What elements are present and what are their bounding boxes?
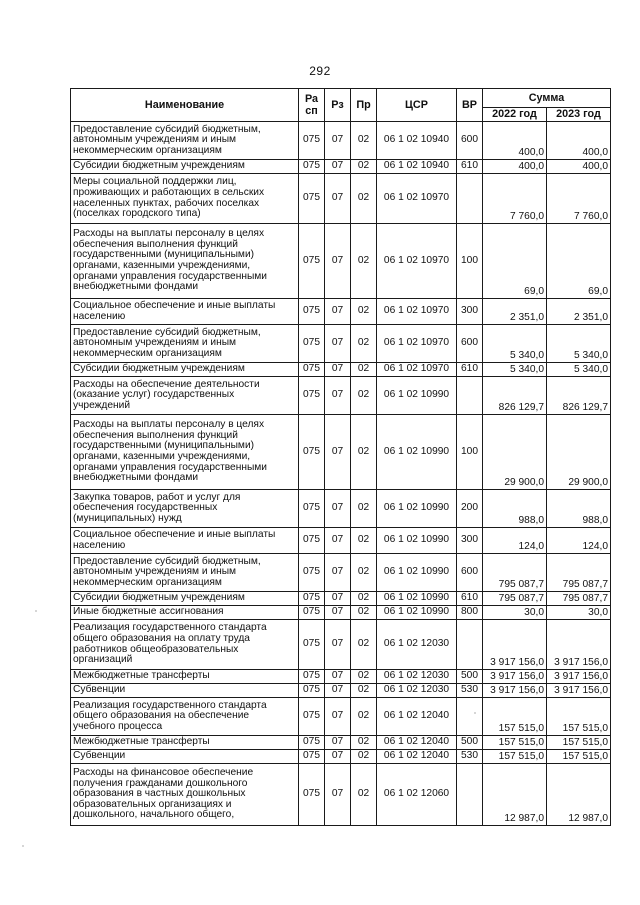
table-row xyxy=(71,224,611,299)
header-rasp: Ра сп xyxy=(299,89,325,122)
row-name: Предоставление субсидий бюджетным, автономным учреждениям и иным некоммерческим организациям xyxy=(71,122,299,160)
row-vr: 600 xyxy=(457,325,483,363)
scan-speck xyxy=(22,845,24,847)
row-rz: 07 xyxy=(325,606,351,620)
row-amount-2023: 157 515,0 xyxy=(547,750,611,764)
table-row xyxy=(71,670,611,684)
row-amount-2023: 12 987,0 xyxy=(547,764,611,826)
row-rasp: 075 xyxy=(299,554,325,592)
row-vr: 610 xyxy=(457,160,483,174)
row-amount-2023: 69,0 xyxy=(547,224,611,299)
row-csr: 06 1 02 10970 xyxy=(377,174,457,224)
row-csr: 06 1 02 10970 xyxy=(377,325,457,363)
row-amount-2023: 988,0 xyxy=(547,490,611,528)
row-amount-2023: 29 900,0 xyxy=(547,415,611,490)
row-pr: 02 xyxy=(351,528,377,554)
row-amount-2023: 3 917 156,0 xyxy=(547,620,611,670)
row-csr: 06 1 02 10990 xyxy=(377,592,457,606)
row-csr: 06 1 02 10990 xyxy=(377,528,457,554)
row-rasp: 075 xyxy=(299,122,325,160)
row-rz: 07 xyxy=(325,750,351,764)
table-row xyxy=(71,698,611,736)
row-rz: 07 xyxy=(325,490,351,528)
table-row xyxy=(71,750,611,764)
row-rz: 07 xyxy=(325,736,351,750)
row-rasp: 075 xyxy=(299,736,325,750)
row-rasp: 075 xyxy=(299,490,325,528)
row-vr: 500 xyxy=(457,670,483,684)
row-amount-2023: 400,0 xyxy=(547,122,611,160)
table-row xyxy=(71,160,611,174)
row-rasp: 075 xyxy=(299,592,325,606)
row-rasp: 075 xyxy=(299,606,325,620)
row-rz: 07 xyxy=(325,592,351,606)
row-name: Социальное обеспечение и иные выплаты населению xyxy=(71,299,299,325)
row-amount-2022: 795 087,7 xyxy=(483,554,547,592)
row-amount-2023: 400,0 xyxy=(547,160,611,174)
row-csr: 06 1 02 10940 xyxy=(377,122,457,160)
row-vr xyxy=(457,698,483,736)
row-rz: 07 xyxy=(325,224,351,299)
row-csr: 06 1 02 12060 xyxy=(377,764,457,826)
row-amount-2022: 12 987,0 xyxy=(483,764,547,826)
row-pr: 02 xyxy=(351,554,377,592)
row-name: Реализация государственного стандарта общего образования на оплату труда работников общеобразовательных организаций xyxy=(71,620,299,670)
row-amount-2023: 3 917 156,0 xyxy=(547,670,611,684)
row-vr xyxy=(457,174,483,224)
row-vr xyxy=(457,764,483,826)
row-amount-2023: 795 087,7 xyxy=(547,554,611,592)
row-pr: 02 xyxy=(351,490,377,528)
row-name: Расходы на обеспечение деятельности (оказание услуг) государственных учреждений xyxy=(71,377,299,415)
row-vr: 530 xyxy=(457,750,483,764)
row-vr: 100 xyxy=(457,415,483,490)
row-pr: 02 xyxy=(351,299,377,325)
row-rasp: 075 xyxy=(299,698,325,736)
row-vr: 530 xyxy=(457,684,483,698)
row-amount-2022: 157 515,0 xyxy=(483,698,547,736)
row-rz: 07 xyxy=(325,415,351,490)
table-row xyxy=(71,554,611,592)
row-csr: 06 1 02 12030 xyxy=(377,620,457,670)
row-amount-2023: 3 917 156,0 xyxy=(547,684,611,698)
row-name: Закупка товаров, работ и услуг для обеспечения государственных (муниципальных) нужд xyxy=(71,490,299,528)
table-row xyxy=(71,415,611,490)
row-pr: 02 xyxy=(351,592,377,606)
table-row xyxy=(71,299,611,325)
row-name: Субсидии бюджетным учреждениям xyxy=(71,592,299,606)
row-rasp: 075 xyxy=(299,764,325,826)
row-rasp: 075 xyxy=(299,750,325,764)
row-name: Межбюджетные трансферты xyxy=(71,736,299,750)
row-name: Предоставление субсидий бюджетным, автономным учреждениям и иным некоммерческим организациям xyxy=(71,554,299,592)
scan-speck xyxy=(35,610,37,612)
table-row xyxy=(71,736,611,750)
page-number: 292 xyxy=(309,64,331,78)
row-amount-2023: 2 351,0 xyxy=(547,299,611,325)
row-name: Реализация государственного стандарта общего образования на обеспечение учебного процесса xyxy=(71,698,299,736)
table-row xyxy=(71,764,611,826)
row-rasp: 075 xyxy=(299,160,325,174)
row-rasp: 075 xyxy=(299,415,325,490)
row-pr: 02 xyxy=(351,670,377,684)
row-amount-2022: 826 129,7 xyxy=(483,377,547,415)
row-amount-2022: 69,0 xyxy=(483,224,547,299)
row-amount-2022: 400,0 xyxy=(483,122,547,160)
table-row xyxy=(71,620,611,670)
row-amount-2022: 400,0 xyxy=(483,160,547,174)
row-pr: 02 xyxy=(351,620,377,670)
row-amount-2023: 5 340,0 xyxy=(547,325,611,363)
row-rz: 07 xyxy=(325,554,351,592)
row-csr: 06 1 02 12040 xyxy=(377,698,457,736)
row-amount-2022: 5 340,0 xyxy=(483,325,547,363)
table-row xyxy=(71,122,611,160)
row-amount-2022: 795 087,7 xyxy=(483,592,547,606)
row-pr: 02 xyxy=(351,684,377,698)
row-amount-2023: 157 515,0 xyxy=(547,736,611,750)
header-csr: ЦСР xyxy=(377,89,457,122)
row-rasp: 075 xyxy=(299,377,325,415)
row-csr: 06 1 02 10970 xyxy=(377,224,457,299)
row-rasp: 075 xyxy=(299,325,325,363)
row-vr: 300 xyxy=(457,528,483,554)
header-name: Наименование xyxy=(71,89,299,122)
row-name: Расходы на выплаты персоналу в целях обеспечения выполнения функций государственными (муниципальными) органами, казенными учреждениями, органами управления государственными внебюджетными фондами xyxy=(71,415,299,490)
row-vr xyxy=(457,377,483,415)
row-pr: 02 xyxy=(351,363,377,377)
row-csr: 06 1 02 12040 xyxy=(377,750,457,764)
row-vr: 600 xyxy=(457,554,483,592)
row-csr: 06 1 02 12030 xyxy=(377,684,457,698)
scan-speck xyxy=(474,712,476,714)
row-rz: 07 xyxy=(325,160,351,174)
table-row xyxy=(71,377,611,415)
row-pr: 02 xyxy=(351,750,377,764)
table-row xyxy=(71,592,611,606)
row-vr: 600 xyxy=(457,122,483,160)
row-rasp: 075 xyxy=(299,684,325,698)
row-vr: 610 xyxy=(457,363,483,377)
row-rz: 07 xyxy=(325,670,351,684)
row-amount-2022: 29 900,0 xyxy=(483,415,547,490)
row-pr: 02 xyxy=(351,606,377,620)
row-amount-2023: 157 515,0 xyxy=(547,698,611,736)
row-amount-2022: 157 515,0 xyxy=(483,736,547,750)
row-amount-2022: 3 917 156,0 xyxy=(483,620,547,670)
row-name: Иные бюджетные ассигнования xyxy=(71,606,299,620)
row-vr: 500 xyxy=(457,736,483,750)
row-vr: 200 xyxy=(457,490,483,528)
row-pr: 02 xyxy=(351,122,377,160)
row-csr: 06 1 02 10970 xyxy=(377,363,457,377)
row-rz: 07 xyxy=(325,122,351,160)
row-pr: 02 xyxy=(351,377,377,415)
row-rz: 07 xyxy=(325,698,351,736)
row-amount-2022: 30,0 xyxy=(483,606,547,620)
row-pr: 02 xyxy=(351,160,377,174)
row-csr: 06 1 02 10990 xyxy=(377,490,457,528)
row-csr: 06 1 02 12030 xyxy=(377,670,457,684)
row-vr: 100 xyxy=(457,224,483,299)
table-row xyxy=(71,363,611,377)
row-csr: 06 1 02 10970 xyxy=(377,299,457,325)
row-rasp: 075 xyxy=(299,528,325,554)
row-csr: 06 1 02 12040 xyxy=(377,736,457,750)
row-pr: 02 xyxy=(351,325,377,363)
budget-table xyxy=(70,88,611,826)
row-amount-2023: 30,0 xyxy=(547,606,611,620)
row-name: Субсидии бюджетным учреждениям xyxy=(71,363,299,377)
row-name: Меры социальной поддержки лиц, проживающих и работающих в сельских населенных пунктах, рабочих поселках (поселках городского типа) xyxy=(71,174,299,224)
row-vr: 300 xyxy=(457,299,483,325)
row-csr: 06 1 02 10990 xyxy=(377,554,457,592)
table-row xyxy=(71,174,611,224)
row-amount-2023: 795 087,7 xyxy=(547,592,611,606)
table-row xyxy=(71,325,611,363)
table-row xyxy=(71,490,611,528)
header-rz: Рз xyxy=(325,89,351,122)
row-vr xyxy=(457,620,483,670)
row-rz: 07 xyxy=(325,377,351,415)
row-amount-2022: 3 917 156,0 xyxy=(483,670,547,684)
row-csr: 06 1 02 10940 xyxy=(377,160,457,174)
row-rasp: 075 xyxy=(299,299,325,325)
row-rasp: 075 xyxy=(299,363,325,377)
row-rz: 07 xyxy=(325,299,351,325)
row-csr: 06 1 02 10990 xyxy=(377,377,457,415)
row-name: Субвенции xyxy=(71,684,299,698)
header-pr: Пр xyxy=(351,89,377,122)
row-rasp: 075 xyxy=(299,620,325,670)
row-rasp: 075 xyxy=(299,224,325,299)
header-year-2022: 2022 год xyxy=(483,108,547,122)
row-rasp: 075 xyxy=(299,174,325,224)
row-rz: 07 xyxy=(325,174,351,224)
row-amount-2023: 124,0 xyxy=(547,528,611,554)
row-rz: 07 xyxy=(325,620,351,670)
row-pr: 02 xyxy=(351,764,377,826)
row-pr: 02 xyxy=(351,415,377,490)
row-pr: 02 xyxy=(351,174,377,224)
row-name: Предоставление субсидий бюджетным, автономным учреждениям и иным некоммерческим организациям xyxy=(71,325,299,363)
row-vr: 610 xyxy=(457,592,483,606)
row-name: Субвенции xyxy=(71,750,299,764)
row-name: Межбюджетные трансферты xyxy=(71,670,299,684)
row-name: Расходы на выплаты персоналу в целях обеспечения выполнения функций государственными (муниципальными) органами, казенными учреждениями, органами управления государственными внебюджетными фондами xyxy=(71,224,299,299)
row-name: Расходы на финансовое обеспечение получения гражданами дошкольного образования в частных дошкольных образовательных организациях и дошкольного, начального общего, xyxy=(71,764,299,826)
row-pr: 02 xyxy=(351,736,377,750)
row-rz: 07 xyxy=(325,528,351,554)
table-row xyxy=(71,606,611,620)
row-rz: 07 xyxy=(325,325,351,363)
row-amount-2023: 7 760,0 xyxy=(547,174,611,224)
row-pr: 02 xyxy=(351,224,377,299)
table-row xyxy=(71,528,611,554)
row-rz: 07 xyxy=(325,363,351,377)
row-amount-2022: 157 515,0 xyxy=(483,750,547,764)
row-amount-2022: 3 917 156,0 xyxy=(483,684,547,698)
row-amount-2022: 2 351,0 xyxy=(483,299,547,325)
header-sum: Сумма xyxy=(483,89,611,108)
table-row xyxy=(71,684,611,698)
row-amount-2023: 826 129,7 xyxy=(547,377,611,415)
row-amount-2022: 7 760,0 xyxy=(483,174,547,224)
row-amount-2022: 5 340,0 xyxy=(483,363,547,377)
row-vr: 800 xyxy=(457,606,483,620)
row-amount-2022: 124,0 xyxy=(483,528,547,554)
header-vr: ВР xyxy=(457,89,483,122)
row-csr: 06 1 02 10990 xyxy=(377,415,457,490)
row-csr: 06 1 02 10990 xyxy=(377,606,457,620)
row-pr: 02 xyxy=(351,698,377,736)
row-rz: 07 xyxy=(325,764,351,826)
row-rz: 07 xyxy=(325,684,351,698)
row-amount-2022: 988,0 xyxy=(483,490,547,528)
header-year-2023: 2023 год xyxy=(547,108,611,122)
row-amount-2023: 5 340,0 xyxy=(547,363,611,377)
row-name: Социальное обеспечение и иные выплаты населению xyxy=(71,528,299,554)
row-rasp: 075 xyxy=(299,670,325,684)
row-name: Субсидии бюджетным учреждениям xyxy=(71,160,299,174)
